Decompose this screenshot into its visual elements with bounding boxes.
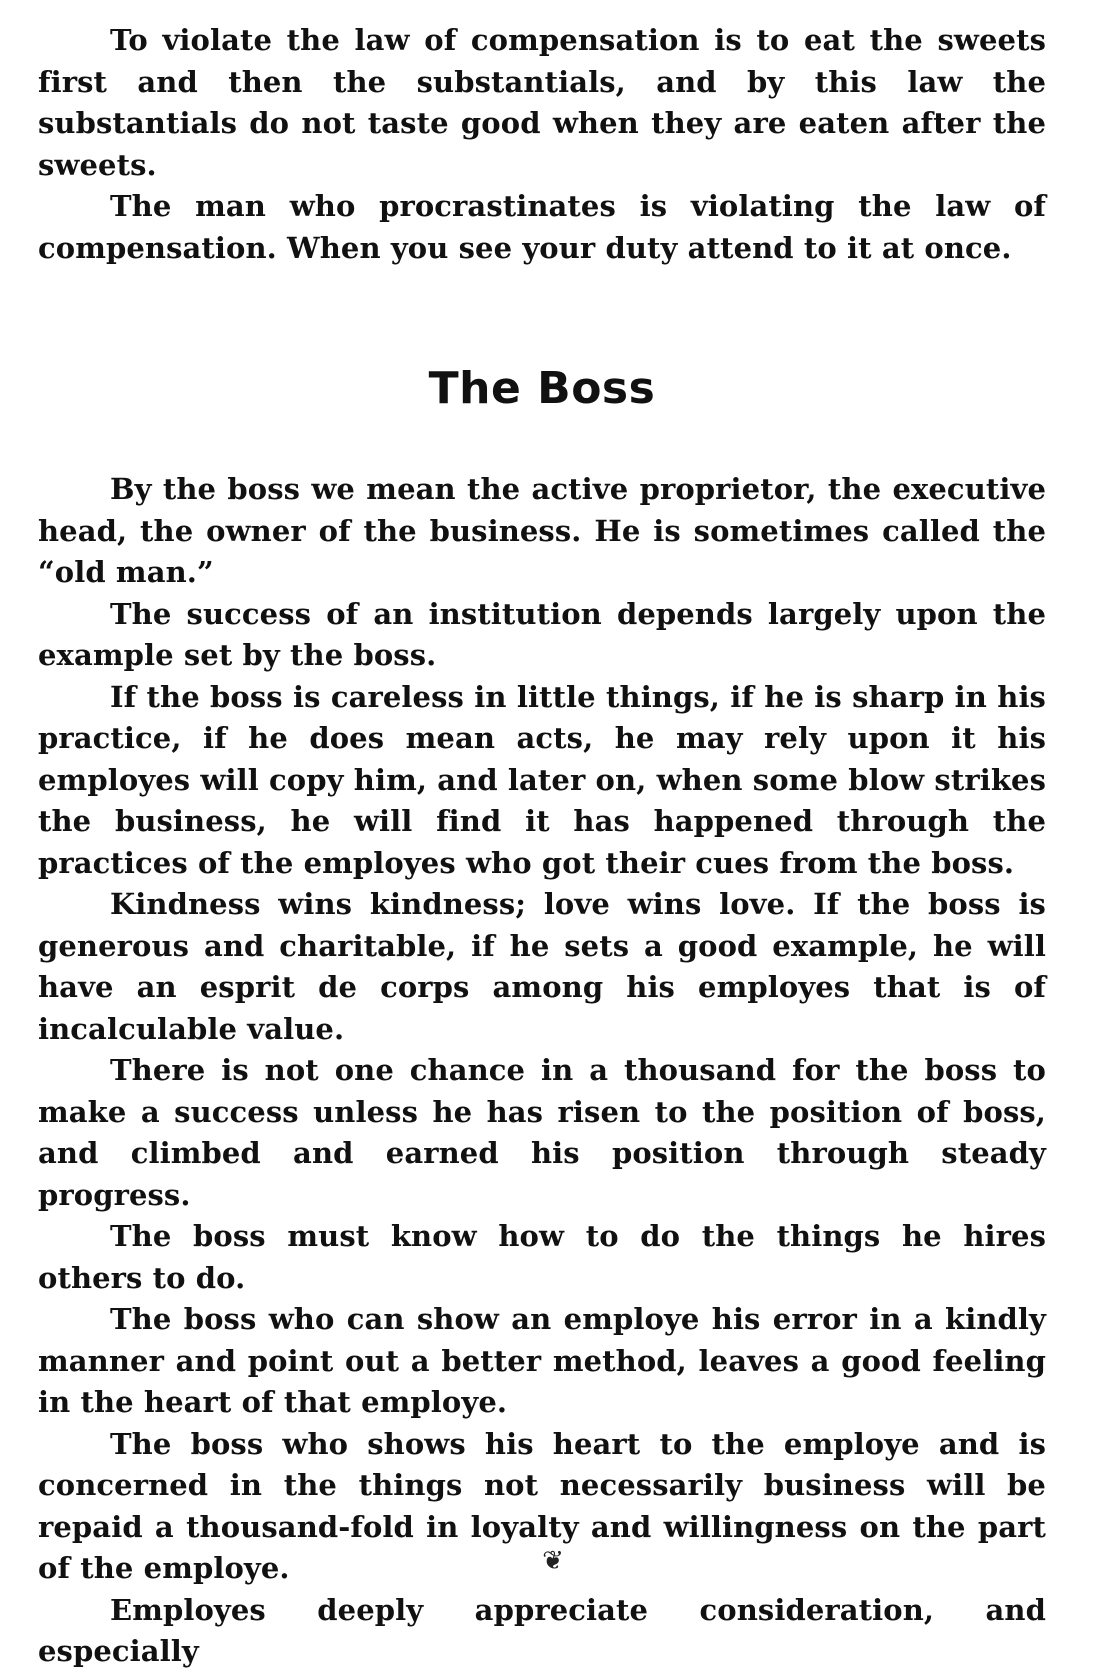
paragraph-boss-heart: The boss who shows his heart to the employe and is concerned in the things not necessarily business will be repaid a thousand-fold in loyalty and willingness on the part of the employe. — [38, 1426, 1046, 1585]
paragraph-boss-progress: There is not one chance in a thousand for the boss to make a success unless he has risen to the position of boss, and climbed and earned his position through steady progress. — [38, 1053, 1046, 1212]
page-body — [38, 20, 1046, 1673]
paragraph-boss-kindness: Kindness wins kindness; love wins love. If the boss is generous and charitable, if he sets a good example, he will have an esprit de corps among his employes that is of incalculable value. — [38, 887, 1046, 1046]
paragraph-boss-example: The success of an institution depends largely upon the example set by the boss. — [38, 596, 1046, 672]
paragraph-boss-know-how: The boss must know how to do the things he hires others to do. — [38, 1219, 1046, 1295]
paragraph-boss-error: The boss who can show an employe his error in a kindly manner and point out a better method, leaves a good feeling in the heart of that employe. — [38, 1302, 1046, 1419]
paragraph-boss-consideration: Employes deeply appreciate consideration, and especially — [38, 1592, 1046, 1668]
paragraph-compensation-1: To violate the law of compensation is to eat the sweets first and then the substantials, and by this law the substantials do not taste good when they are eaten after the sweets. — [38, 23, 1046, 182]
ornament-icon: ❦ — [542, 1546, 564, 1576]
paragraph-boss-definition: By the boss we mean the active proprietor, the executive head, the owner of the business. He is sometimes called the “old man.” — [38, 472, 1046, 589]
paragraph-boss-careless: If the boss is careless in little things, if he is sharp in his practice, if he does mean acts, he may rely upon it his employes will copy him, and later on, when some blow strikes the business, he will find it has happened through the practices of the employes who got their cues from the boss. — [38, 679, 1046, 880]
section-title: The Boss — [428, 363, 656, 414]
paragraph-compensation-2: The man who procrastinates is violating the law of compensation. When you see your duty attend to it at once. — [38, 189, 1046, 265]
